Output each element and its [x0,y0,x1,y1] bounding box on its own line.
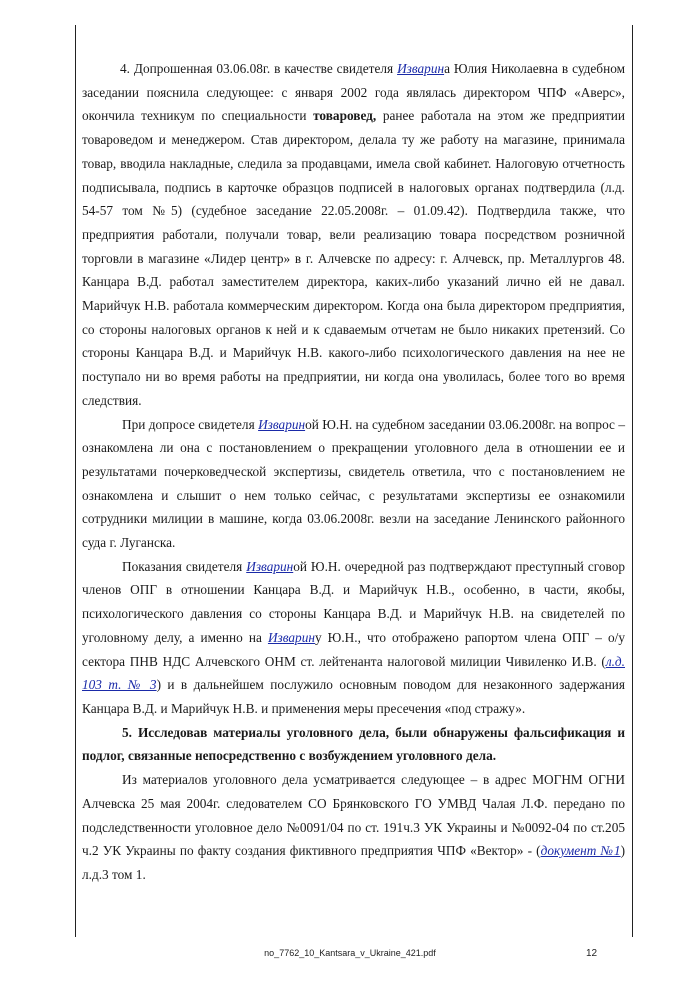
bold-term: товаровед, [313,108,377,124]
document-reference-link[interactable]: документ №1 [540,843,621,859]
paragraph-conspiracy: Показания свидетеля Извариной Ю.Н. очередной раз подтверждают преступный сговор членов ОПГ в отношении Канцара В.Д. и Марийчук Н.В., особенно, в части, якобы, психологического давления со стороны Канцара В.Д. и Марийчук Н.В. на свидетелей по уголовному делу, а именно на Изварину Ю.Н., что отображено рапортом члена ОПГ – о/у сектора ПНВ НДС Алчевского ОНМ ст. лейтенанта налоговой милиции Чивиленко И.В. (л.д. 103 т. № 3) и в дальнейшем послужило основным поводом для незаконного задержания Канцара В.Д. и Марийчук Н.В. и применения меры пресечения «под стражу». [82,558,625,716]
paragraph-section-heading [82,721,625,768]
page-number: 12 [586,948,598,959]
paragraph-case-materials: Из материалов уголовного дела усматривается следующее – в адрес МОГНМ ОГНИ Алчевска 25 мая 2004г. следователем СО Брянковского ГО УМВД Чалая Л.Ф. передано по подследственности уголовное дело №0091/04 по ст. 191ч.3 УК Украины и №0092-04 по ст.205 ч.2 УК Украины по факту создания фиктивного предприятия ЧПФ «Вектор» - (документ №1) л.д.3 том 1. [82,772,625,882]
section-heading: 5. Исследовав материалы уголовного дела, были обнаружены фальсификация и подлог, связанные непосредственно с возбуждением уголовного дела. [82,724,625,764]
page-footer [0,948,700,962]
witness-name-link[interactable]: Изварин [258,416,306,432]
document-body [82,57,625,887]
footer-filename: no_7762_10_Kantsara_v_Ukraine_421.pdf [264,948,436,958]
witness-name-link[interactable]: Изварин [397,61,445,76]
left-margin-line [75,25,76,937]
right-margin-line [632,25,633,937]
paragraph-interrogation: При допросе свидетеля Извариной Ю.Н. на судебном заседании 03.06.2008г. на вопрос – ознакомлена ли она с постановлением о прекращении уголовного дела в отношении ее и результатами почерковедческой экспертизы, свидетель ответила, что с постановлением не ознакомлена и слышит о нем только сейчас, с результатами экспертизы ее ознакомили сотрудники милиции в машине, когда 03.06.2008г. везли на заседание Ленинского районного суда г. Луганска. [82,416,625,551]
paragraph-witness-testimony: 4. Допрошенная 03.06.08г. в качестве свидетеля Изварина Юлия Николаевна в судебном заседании пояснила следующее: с января 2002 года являлась директором ЧПФ «Аверс», окончила техникум по специальности товаровед, ранее работала на этом же предприятии товароведом и менеджером. Став директором, делала ту же работу на магазине, принимала товар, вводила накладные, следила за продавцами, имела свой кабинет. Налоговую отчетность подписывала, подпись в карточке образцов подписей в налоговых органах подтвердила (л.д. 54-57 том №5) (судебное заседание 22.05.2008г. – 01.09.42). Подтвердила также, что предприятия работали, получали товар, вели реализацию товара посредством розничной торговли в магазине «Лидер центр» в г. Алчевске по адресу: г. Алчевск, пр. Металлургов 48. Канцара В.Д. работал заместителем директора, каких-либо указаний лично ей не давал. Марийчук Н.В. работала коммерческим директором. Когда она была директором предприятия, со стороны налоговых органов к ней и к сдаваемым отчетам не было никаких претензий. Со стороны Канцара В.Д. и Марийчук Н.В. какого-либо психологического давления на нее не поступало ни во время работы на предприятии, ни когда она уволилась, более того во время следствия. [82,61,626,408]
case-file-reference-link[interactable]: л.д. 103 т. № 3 [82,653,625,693]
witness-name-link[interactable]: Изварин [246,558,294,574]
witness-name-link[interactable]: Изварин [267,629,315,645]
